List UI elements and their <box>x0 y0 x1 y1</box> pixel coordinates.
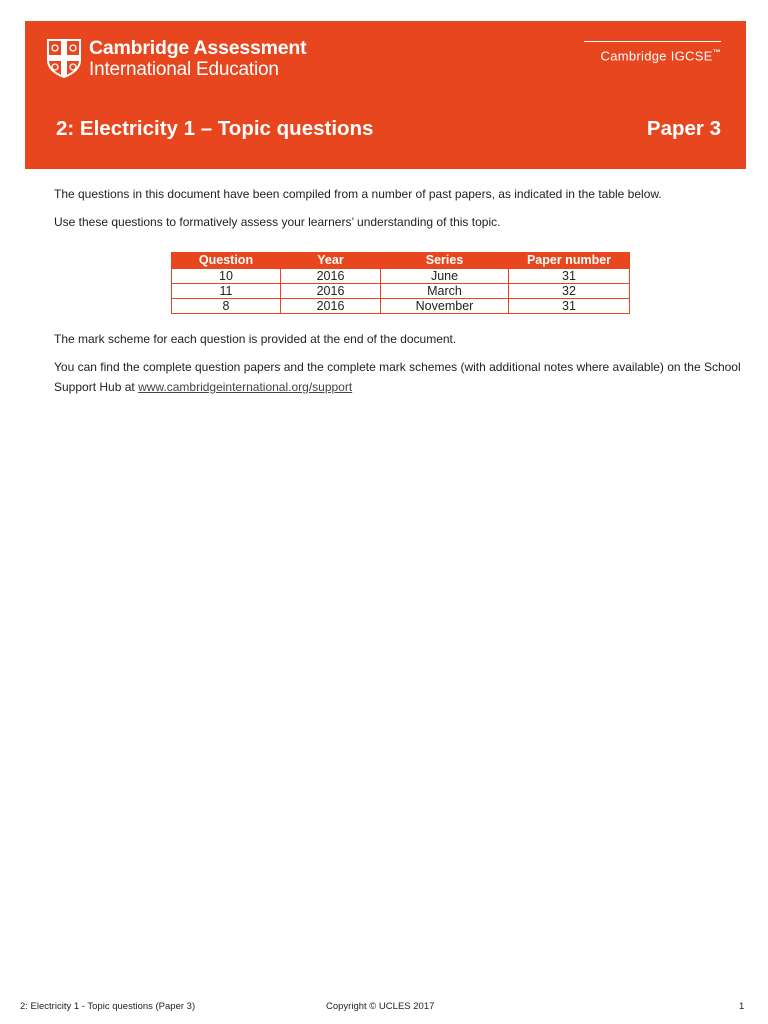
table-row <box>172 269 630 284</box>
igcse-brand <box>584 41 721 63</box>
table-cell: November <box>381 299 509 314</box>
mark-scheme-paragraph: The mark scheme for each question is provided at the end of the document. <box>54 332 457 346</box>
table-cell: 11 <box>172 284 281 299</box>
column-header: Series <box>381 253 509 269</box>
trademark-mark: ™ <box>712 48 721 57</box>
column-header: Question <box>172 253 281 269</box>
cambridge-logo <box>46 38 306 80</box>
table-row <box>172 284 630 299</box>
support-hub-link[interactable]: www.cambridgeinternational.org/support <box>138 380 353 394</box>
footer-title: 2: Electricity 1 - Topic questions (Paper 3) <box>20 1001 196 1012</box>
table-cell: 10 <box>172 269 281 284</box>
header-banner <box>25 21 746 169</box>
table-cell: 8 <box>172 299 281 314</box>
intro-paragraph: The questions in this document have been compiled from a number of past papers, as indicated in the table below. <box>54 187 662 201</box>
column-header: Paper number <box>509 253 630 269</box>
support-paragraph <box>54 357 744 397</box>
table-cell: 31 <box>509 299 630 314</box>
logo-line2: International Education <box>89 59 279 80</box>
table-header-row <box>172 253 630 269</box>
table-cell: 2016 <box>281 269 381 284</box>
table-cell: March <box>381 284 509 299</box>
table-cell: 2016 <box>281 284 381 299</box>
column-header: Year <box>281 253 381 269</box>
logo-line1: Cambridge Assessment <box>89 37 307 59</box>
usage-paragraph: Use these questions to formatively assess your learners’ understanding of this topic. <box>54 215 501 229</box>
table-cell: 2016 <box>281 299 381 314</box>
page-title: 2: Electricity 1 – Topic questions <box>56 117 374 140</box>
logo-text <box>89 38 306 80</box>
support-text: You can find the complete question papers and the complete mark schemes (with additional notes where available) on the School Support Hub at <box>54 360 741 394</box>
table-row <box>172 299 630 314</box>
table-cell: 31 <box>509 269 630 284</box>
past-papers-table <box>171 252 630 314</box>
paper-label: Paper 3 <box>646 117 721 140</box>
table-cell: 32 <box>509 284 630 299</box>
cambridge-shield-icon <box>46 38 82 78</box>
igcse-brand-text: Cambridge IGCSE <box>600 48 713 64</box>
footer-copyright: Copyright © UCLES 2017 <box>326 1001 435 1012</box>
table-cell: June <box>381 269 509 284</box>
footer-page-number: 1 <box>739 1001 745 1012</box>
